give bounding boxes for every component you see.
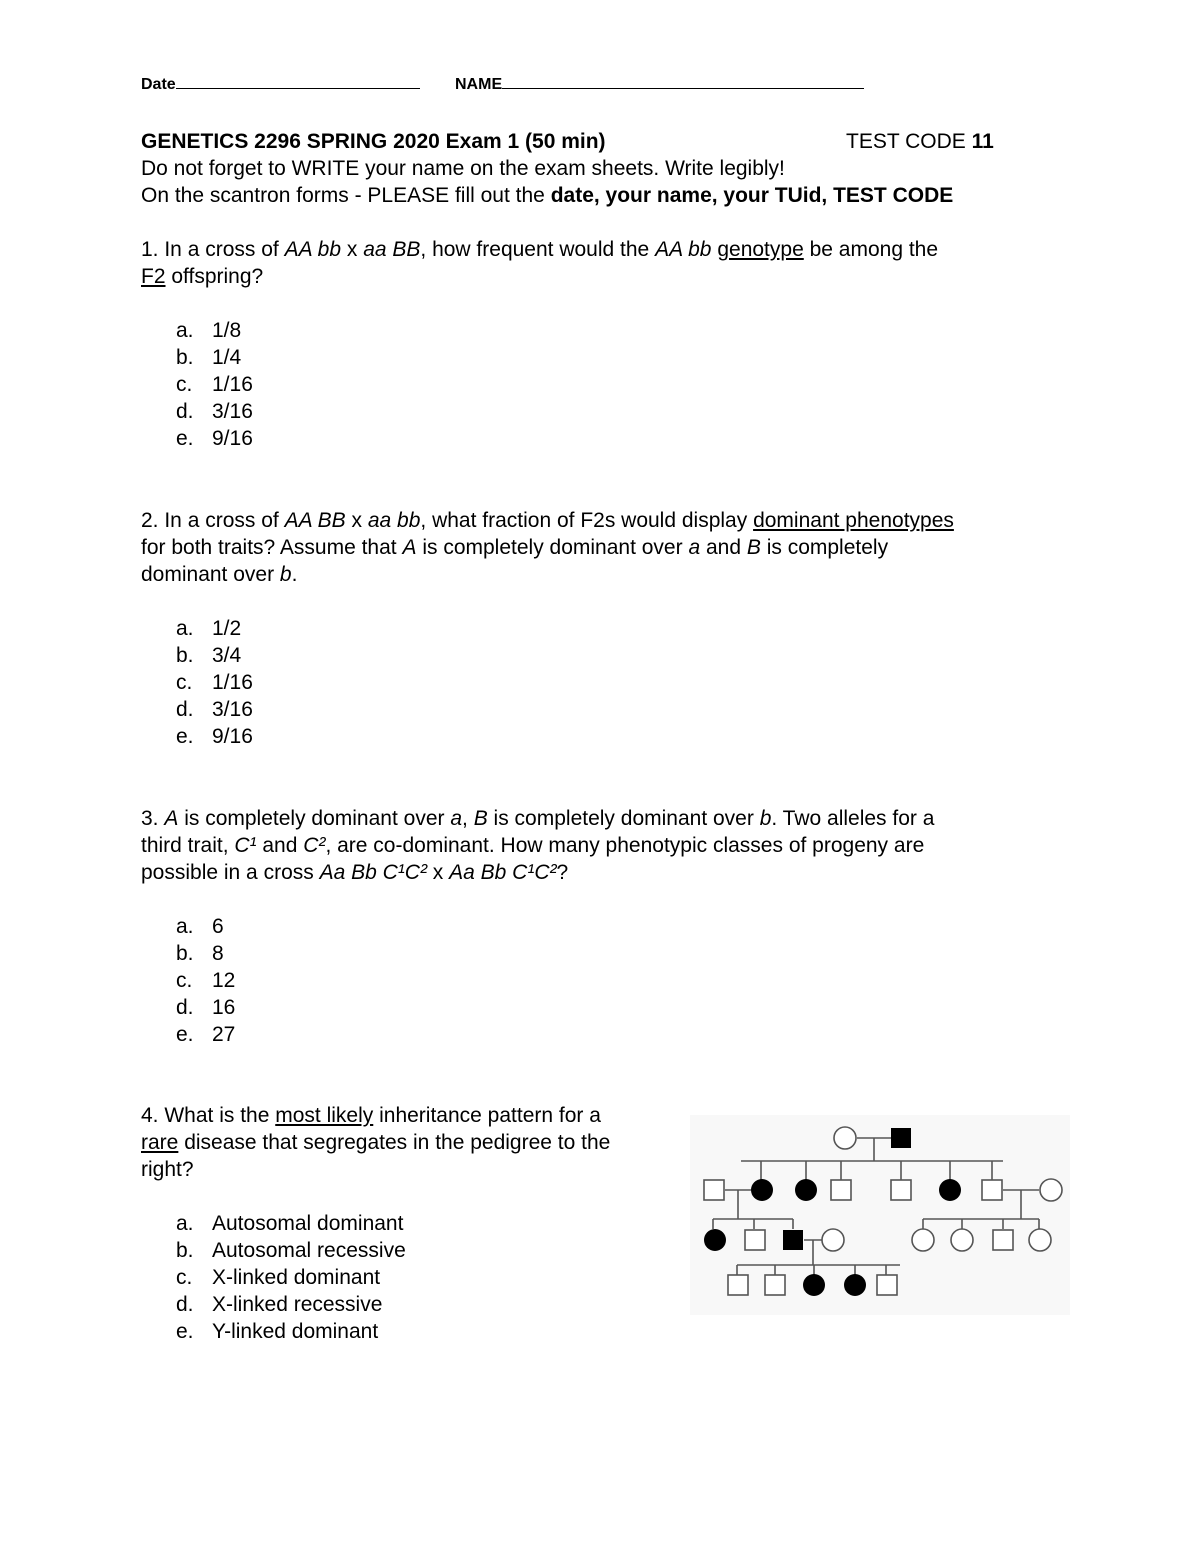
- q3-line-1: 3. A is completely dominant over a, B is completely dominant over b. Two alleles for a: [141, 807, 935, 830]
- q1-line-1: 1. In a cross of AA bb x aa BB, how frequent would the AA bb genotype be among the: [141, 238, 939, 261]
- q3-option-b: b. 8: [176, 942, 224, 965]
- gen3-female-spouse-unaffected: [822, 1229, 844, 1251]
- instruction-prefix: On the scantron forms - PLEASE fill out the: [141, 184, 545, 207]
- q4-line-3: right?: [141, 1158, 194, 1181]
- test-code-label: TEST CODE: [846, 130, 966, 153]
- gen3-female-unaffected-3: [1029, 1229, 1051, 1251]
- gen3-female-unaffected-1: [912, 1229, 934, 1251]
- q1-options: [176, 317, 253, 452]
- q2-option-c: c. 1/16: [176, 671, 253, 694]
- q2-line-1: 2. In a cross of AA BB x aa bb, what fraction of F2s would display dominant phenotypes: [141, 509, 954, 532]
- instruction-line-2: [141, 182, 953, 209]
- gen4-male-unaffected-3: [877, 1275, 897, 1295]
- gen4-female-affected-2: [844, 1274, 866, 1296]
- gen3-male-unaffected-1: [745, 1230, 765, 1250]
- q1-option-c: c. 1/16: [176, 373, 253, 396]
- q4-options: [176, 1210, 406, 1345]
- gen3-male-affected: [783, 1230, 803, 1250]
- q1-line-2: F2 offspring?: [141, 265, 264, 288]
- q1-option-e: e. 9/16: [176, 427, 253, 450]
- gen2-female-spouse-unaffected: [1040, 1179, 1062, 1201]
- q2-option-b: b. 3/4: [176, 644, 242, 667]
- q2-options: [176, 615, 253, 750]
- q4-line-1: 4. What is the most likely inheritance pattern for a: [141, 1104, 601, 1127]
- q2-option-d: d. 3/16: [176, 698, 253, 721]
- gen3-female-unaffected-2: [951, 1229, 973, 1251]
- q1-option-a: a. 1/8: [176, 319, 242, 342]
- gen3-male-unaffected-2: [993, 1230, 1013, 1250]
- q1-option-d: d. 3/16: [176, 400, 253, 423]
- q4-option-c: c. X-linked dominant: [176, 1266, 381, 1289]
- name-blank: [502, 72, 864, 89]
- instruction-line-1: Do not forget to WRITE your name on the exam sheets. Write legibly!: [141, 157, 785, 180]
- gen4-male-unaffected-1: [728, 1275, 748, 1295]
- gen2-female-affected-1: [751, 1179, 773, 1201]
- q4-option-d: d. X-linked recessive: [176, 1293, 383, 1316]
- instruction-bold: date, your name, your TUid, TEST CODE: [550, 184, 954, 207]
- q3-option-a: a. 6: [176, 915, 224, 938]
- q4-option-b: b. Autosomal recessive: [176, 1239, 406, 1262]
- date-label: Date: [141, 76, 176, 93]
- date-field: [141, 72, 420, 94]
- date-blank: [176, 72, 420, 89]
- exam-title: GENETICS 2296 SPRING 2020 Exam 1 (50 min): [141, 130, 606, 153]
- q3-option-c: c. 12: [176, 969, 236, 992]
- gen4-male-unaffected-2: [765, 1275, 785, 1295]
- gen1-male-affected: [891, 1128, 911, 1148]
- gen2-male-unaffected-1: [831, 1180, 851, 1200]
- q3-options: [176, 913, 235, 1048]
- gen2-male-unaffected-2: [891, 1180, 911, 1200]
- q3-option-e: e. 27: [176, 1023, 236, 1046]
- gen2-male-unaffected-3: [982, 1180, 1002, 1200]
- name-label: NAME: [455, 76, 503, 93]
- q4-option-e: e. Y-linked dominant: [176, 1320, 379, 1343]
- q1-option-b: b. 1/4: [176, 346, 242, 369]
- q3-option-d: d. 16: [176, 996, 236, 1019]
- q2-option-a: a. 1/2: [176, 617, 242, 640]
- q3-line-2: third trait, C¹ and C², are co-dominant. How many phenotypic classes of progeny are: [141, 834, 925, 857]
- q2-line-2: for both traits? Assume that A is completely dominant over a and B is completely: [141, 536, 889, 559]
- q2-option-e: e. 9/16: [176, 725, 253, 748]
- q3-line-3: possible in a cross Aa Bb C¹C² x Aa Bb C¹C²?: [141, 861, 569, 884]
- q4-option-a: a. Autosomal dominant: [176, 1212, 404, 1235]
- name-field: [455, 72, 864, 94]
- pedigree-chart: [690, 1115, 1070, 1315]
- gen2-female-affected-3: [939, 1179, 961, 1201]
- gen1-female-unaffected: [834, 1127, 856, 1149]
- gen2-female-affected-2: [795, 1179, 817, 1201]
- test-code-value: 11: [971, 130, 994, 153]
- q4-line-2: rare disease that segregates in the pedigree to the: [141, 1131, 611, 1154]
- gen3-female-affected: [704, 1229, 726, 1251]
- q2-line-3: dominant over b.: [141, 563, 298, 586]
- gen2-male-spouse-unaffected: [704, 1180, 724, 1200]
- test-code: [846, 128, 994, 155]
- gen4-female-affected-1: [803, 1274, 825, 1296]
